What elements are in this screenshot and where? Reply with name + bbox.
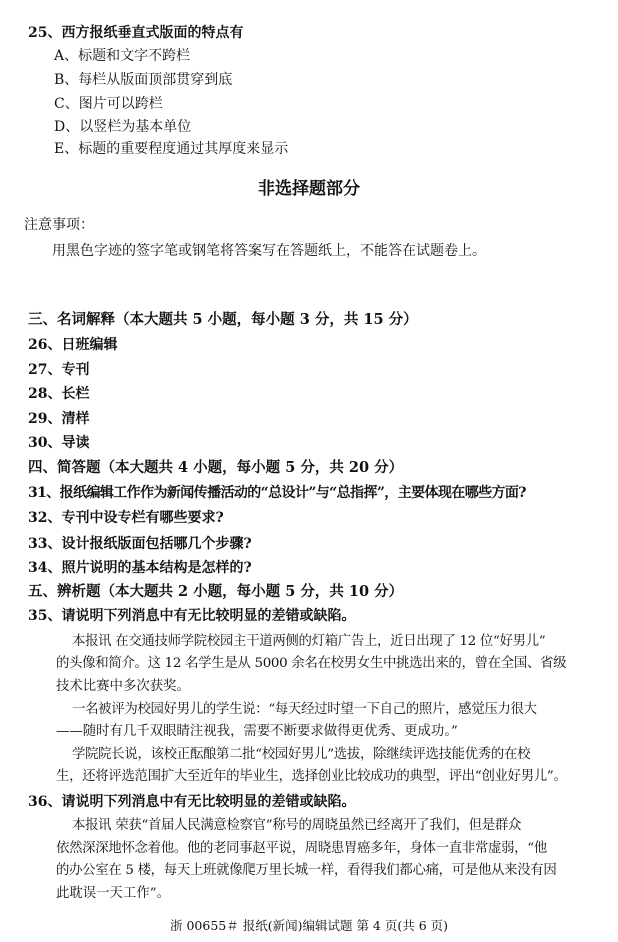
q29: 29、清样 xyxy=(28,411,90,427)
q33: 33、设计报纸版面包括哪几个步骤? xyxy=(28,536,252,552)
q28: 28、长栏 xyxy=(28,386,90,402)
q25-option-d: D、以竖栏为基本单位 xyxy=(54,119,192,135)
notice-label: 注意事项： xyxy=(24,217,94,233)
q34: 34、照片说明的基本结构是怎样的? xyxy=(28,560,252,576)
page-footer: 浙 00655＃ 报纸(新闻)编辑试题 第 4 页(共 6 页) xyxy=(170,918,448,933)
q36-title: 36、请说明下列消息中有无比较明显的差错或缺陷。 xyxy=(28,794,356,810)
section3-title: 三、名词解释（本大题共 5 小题，每小题 3 分，共 15 分） xyxy=(28,311,418,328)
section4-title: 四、简答题（本大题共 4 小题，每小题 5 分，共 20 分） xyxy=(28,459,404,476)
q30: 30、导读 xyxy=(28,435,90,451)
notice-text: 用黑色字迹的签字笔或钢笔将答案写在答题纸上，不能答在试题卷上。 xyxy=(52,243,486,259)
section5-title: 五、辨析题（本大题共 2 小题，每小题 5 分，共 10 分） xyxy=(28,583,404,600)
q35-line-6: 学院院长说，该校正酝酿第二批“校园好男儿”选拔，除继续评选技能优秀的在校 xyxy=(72,747,531,762)
q25-option-b: B、每栏从版面顶部贯穿到底 xyxy=(54,72,233,88)
q25-option-a: A、标题和文字不跨栏 xyxy=(54,48,191,64)
q32: 32、专刊中设专栏有哪些要求? xyxy=(28,510,224,526)
q25-option-e: E、标题的重要程度通过其厚度来显示 xyxy=(54,141,289,157)
q35-line-1: 本报讯 在交通技师学院校园主干道两侧的灯箱广告上，近日出现了 12 位“好男儿” xyxy=(72,634,546,649)
q25-option-c: C、图片可以跨栏 xyxy=(54,96,163,112)
q35-line-4: 一名被评为校园好男儿的学生说：“每天经过时望一下自己的照片，感觉压力很大 xyxy=(72,702,537,717)
q36-line-3: 的办公室在 5 楼，每天上班就像爬万里长城一样，看得我们都心痛，可是他从来没有因 xyxy=(56,863,557,878)
q25-title: 25、西方报纸垂直式版面的特点有 xyxy=(28,25,244,41)
q36-line-4: 此耽误一天工作”。 xyxy=(56,886,170,901)
q26: 26、日班编辑 xyxy=(28,337,118,353)
q35-line-5: ——随时有几千双眼睛注视我，需要不断要求做得更优秀、更成功。” xyxy=(56,724,458,739)
q35-line-7: 生，还将评选范围扩大至近年的毕业生，选择创业比较成功的典型，评出“创业好男儿”。 xyxy=(56,769,567,784)
q35-line-3: 技术比赛中多次获奖。 xyxy=(56,679,190,694)
q27: 27、专刊 xyxy=(28,362,90,378)
part-heading: 非选择题部分 xyxy=(258,179,360,199)
q36-line-1: 本报讯 荣获“首届人民满意检察官”称号的周晓虽然已经离开了我们，但是群众 xyxy=(72,818,522,833)
q36-line-2: 依然深深地怀念着他。他的老同事赵平说，周晓患胃癌多年，身体一直非常虚弱，“他 xyxy=(56,841,547,856)
q31: 31、报纸编辑工作作为新闻传播活动的“总设计”与“总指挥”，主要体现在哪些方面? xyxy=(28,485,526,501)
q35-title: 35、请说明下列消息中有无比较明显的差错或缺陷。 xyxy=(28,608,356,624)
q35-line-2: 的头像和简介。这 12 名学生是从 5000 余名在校男女生中挑选出来的，曾在全国、省级 xyxy=(56,656,567,671)
